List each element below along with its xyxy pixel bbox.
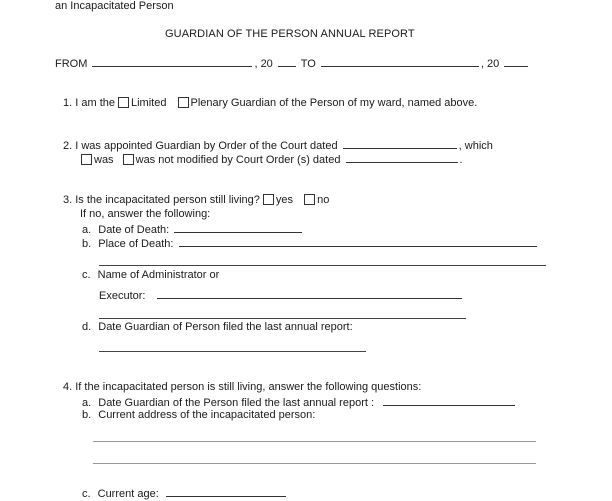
item-4b-row [82,409,315,422]
from-year-field[interactable] [278,56,296,67]
item-1 [63,97,477,110]
party-label-text: an Incapacitated Person [55,0,174,12]
item-4-number: 4. [63,381,73,393]
item-3-number: 3. [63,194,73,206]
item-3d-row [82,321,353,334]
plenary-label: Plenary Guardian of the Person of my ward, named above. [190,97,478,109]
party-label [55,0,174,13]
item-3a-row [82,222,304,237]
date-of-death-field[interactable] [174,222,302,233]
item-1-number: 1. [63,97,73,109]
item-4-lead-row [63,381,421,394]
item-4a-row [82,395,517,410]
item-4b-letter: b. [82,409,92,421]
item-2-line-1 [63,138,493,153]
place-of-death-field[interactable] [179,236,537,247]
administrator-label: Name of Administrator or [97,269,220,281]
item-3-question-row [63,194,329,207]
from-label: FROM [55,58,88,70]
item-1-lead: I am the [75,97,115,109]
current-address-field-line-2[interactable] [93,463,536,464]
item-2-number: 2. [63,140,73,152]
year-prefix-1: , 20 [254,58,273,70]
item-4a-date-field[interactable] [383,395,515,406]
living-yes-checkbox[interactable] [263,194,274,205]
item-2-which: , which [458,140,493,152]
current-age-field[interactable] [166,486,286,497]
item-4c-letter: c. [82,488,91,500]
item-3b-row [82,236,539,251]
item-4c-row [82,486,288,501]
living-no-checkbox[interactable] [304,194,315,205]
was-checkbox[interactable] [81,154,92,165]
place-of-death-field-line-2[interactable] [99,265,546,266]
modified-text: modified by Court Order (s) dated [176,154,341,166]
current-address-label: Current address of the incapacitated person: [98,409,316,421]
item-4a-label: Date Guardian of the Person filed the last annual report : [98,397,375,409]
place-of-death-label: Place of Death: [98,238,174,250]
was-not-checkbox[interactable] [123,154,134,165]
item-3a-letter: a. [82,224,92,236]
report-period-row [55,56,530,71]
item-3b-letter: b. [82,238,92,250]
executor-field-line-2[interactable] [99,318,466,319]
executor-label: Executor: [99,290,146,302]
executor-field[interactable] [157,288,462,299]
limited-label: Limited [131,97,167,109]
to-year-field[interactable] [504,56,528,67]
modification-date-field[interactable] [346,152,458,163]
page-title: GUARDIAN OF THE PERSON ANNUAL REPORT [165,28,415,40]
to-date-field[interactable] [321,56,479,67]
current-age-label: Current age: [97,488,159,500]
year-prefix-2: , 20 [480,58,500,70]
item-2-lead: I was appointed Guardian by Order of the Court dated [75,140,338,152]
to-label: TO [300,58,316,70]
plenary-checkbox[interactable] [178,97,189,108]
item-3c-letter: c. [82,269,91,281]
item-4a-letter: a. [82,397,92,409]
limited-checkbox[interactable] [118,97,129,108]
last-report-date-field[interactable] [99,351,366,352]
item-3c-row-2 [99,288,464,303]
item-3d-letter: d. [82,321,92,333]
item-2-period: . [459,154,463,166]
date-of-death-label: Date of Death: [98,224,170,236]
from-date-field[interactable] [92,56,252,67]
living-yes-label: yes [275,194,294,206]
item-3-question: Is the incapacitated person still living? [75,194,260,206]
appointment-date-field[interactable] [343,138,457,149]
current-address-field-line-1[interactable] [93,441,536,442]
was-not-label: was not [135,154,174,166]
last-report-label: Date Guardian of Person filed the last annual report: [98,321,353,333]
was-label: was [94,154,114,166]
item-4-lead: If the incapacitated person is still living, answer the following questions: [75,381,422,393]
living-no-label: no [317,194,330,206]
item-3-if-no: If no, answer the following: [80,208,211,220]
item-3c-row-1 [82,269,219,282]
item-2-line-2 [78,152,463,167]
